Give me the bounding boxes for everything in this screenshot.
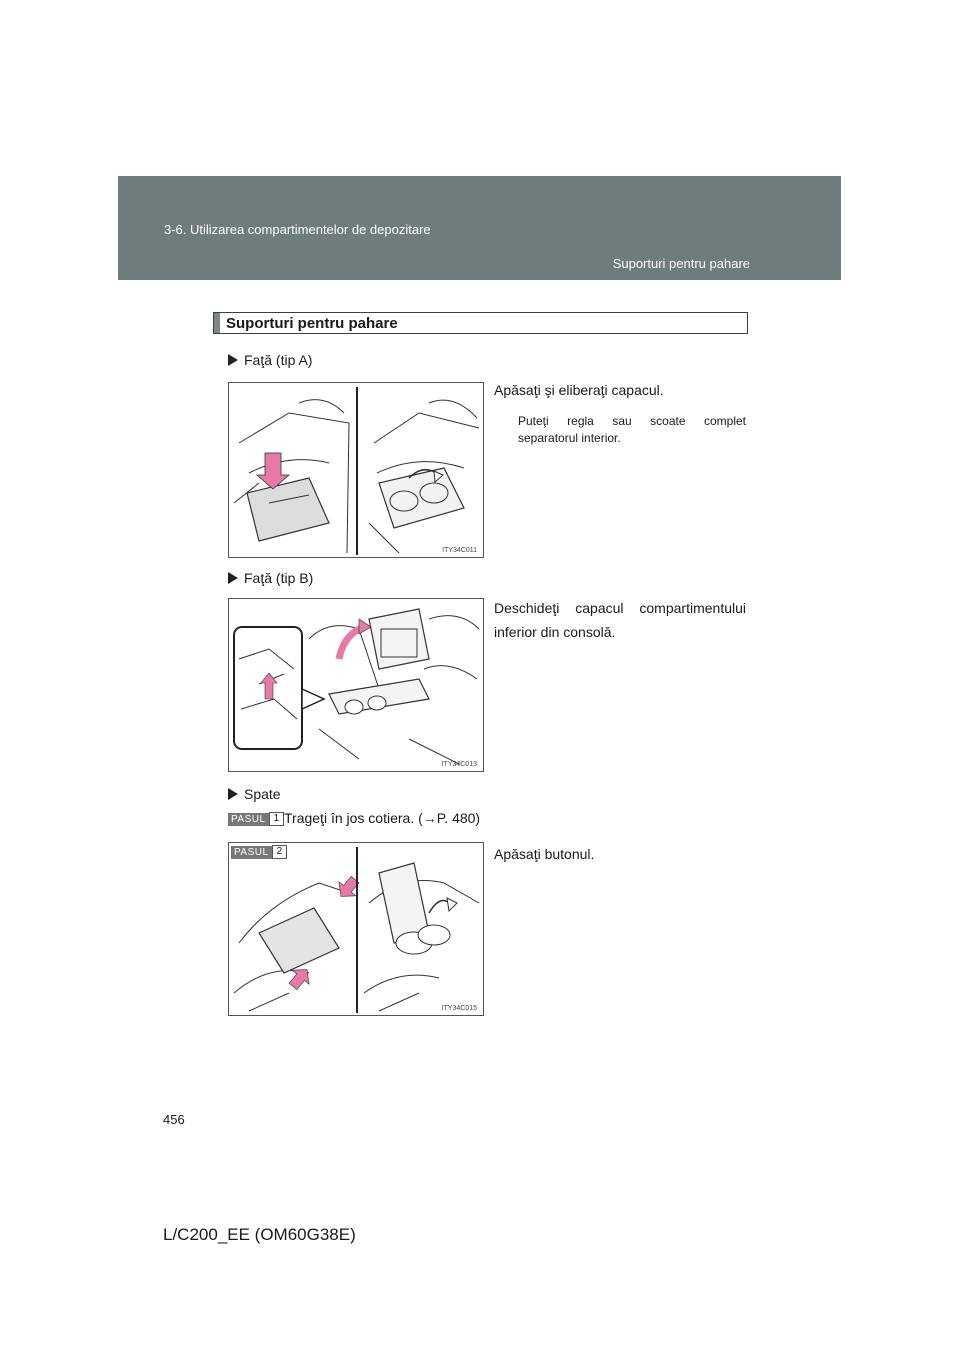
figure-front-a: [228, 382, 484, 558]
footer-code: L/C200_EE (OM60G38E): [163, 1225, 356, 1244]
rear-illustration: [229, 843, 483, 1015]
front-b-instruction: Deschideţi capacul compartimentului inferior din consolă.: [494, 600, 746, 640]
step-1-text: Trageţi în jos cotiera. (→P. 480): [284, 810, 481, 826]
bullet-triangle-icon: [228, 788, 238, 800]
front-b-label: Faţă (tip B): [244, 570, 314, 586]
step-number: 2: [272, 845, 288, 859]
step-2-badge: [231, 845, 287, 859]
section-header: Suporturi pentru pahare: [612, 256, 750, 271]
step-label: PASUL: [228, 813, 269, 826]
front-b-heading: [228, 570, 313, 586]
step-label: PASUL: [231, 846, 272, 859]
bullet-triangle-icon: [228, 572, 238, 584]
front-a-label: Faţă (tip A): [244, 352, 313, 368]
step-1-badge: [228, 812, 284, 826]
rear-heading: [228, 786, 281, 802]
page-number: 456: [163, 1112, 185, 1127]
front-a-figure-code: ITY34C011: [442, 547, 477, 554]
section-title-box: [213, 312, 748, 334]
front-a-instruction: Apăsaţi şi eliberaţi capacul.: [494, 382, 664, 398]
front-a-note: Puteţi regla sau scoate complet separatorul interior.: [518, 414, 746, 445]
front-b-figure-code: ITY34C013: [441, 761, 477, 768]
rear-label: Spate: [244, 786, 281, 802]
front-a-heading: [228, 352, 312, 368]
bullet-triangle-icon: [228, 354, 238, 366]
front-b-illustration: [229, 599, 483, 771]
figure-front-b: [228, 598, 484, 772]
step-number: 1: [269, 812, 285, 826]
section-title: Suporturi pentru pahare: [226, 315, 398, 332]
rear-figure-code: ITY34C015: [441, 1005, 477, 1012]
figure-rear: [228, 842, 484, 1016]
step-2-text: Apăsaţi butonul.: [494, 846, 595, 862]
front-a-illustration: [229, 383, 483, 557]
section-title-bar: [214, 313, 220, 333]
chapter-title: 3-6. Utilizarea compartimentelor de depozitare: [164, 222, 431, 237]
